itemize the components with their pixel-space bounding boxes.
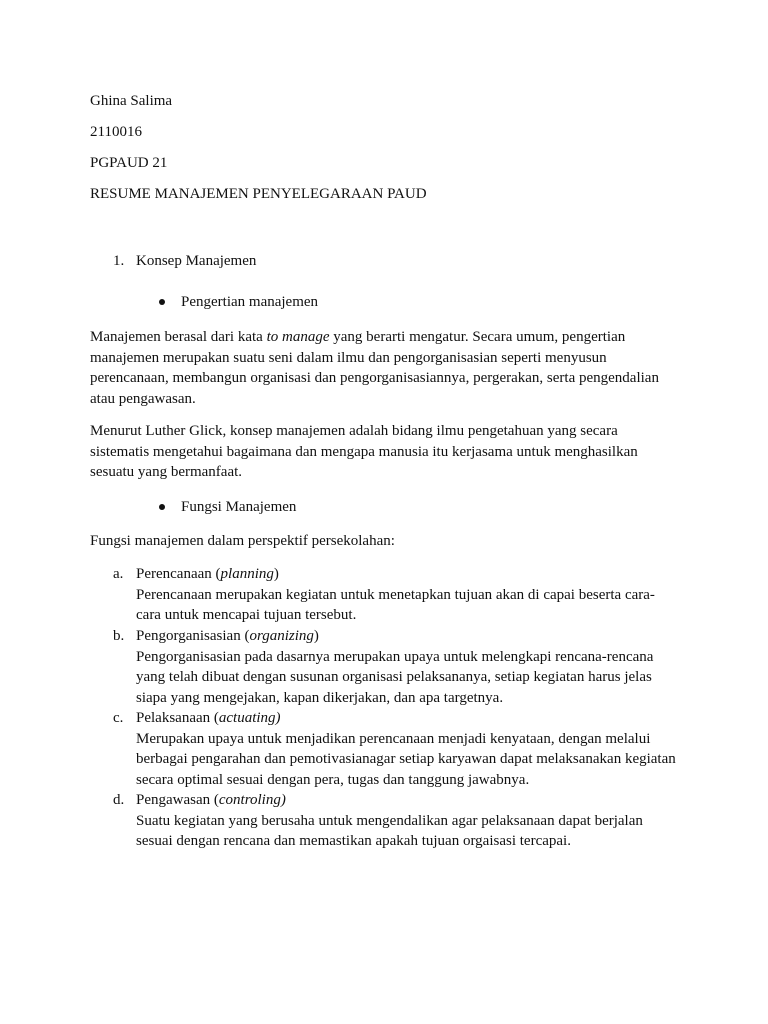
paragraph-line: atau pengawasan. [90, 390, 196, 407]
bullet-icon [159, 504, 165, 510]
paragraph-luther-glick [90, 421, 690, 483]
function-line: secara optimal sesuai dengan pera, tugas dan tanggung jawabnya. [136, 771, 530, 788]
author-name: Ghina Salima [90, 93, 173, 109]
function-title: Perencanaan (planning) [136, 566, 279, 582]
function-line: Suatu kegiatan yang berusaha untuk mengendalikan agar pelaksanaan dapat berjalan [136, 812, 643, 829]
bullet-icon [159, 299, 165, 305]
paragraph-line: sistematis mengetahui bagaimana dan mengapa manusia itu kerjasama untuk menghasilkan [90, 443, 638, 460]
paragraph-line: Menurut Luther Glick, konsep manajemen adalah bidang ilmu pengetahuan yang secara [90, 423, 618, 439]
function-line: Merupakan upaya untuk menjadikan perencanaan menjadi kenyataan, dengan melalui [136, 730, 651, 747]
list-letter: a. [113, 566, 124, 582]
function-line: sesuai dengan rencana dan memastikan apakah tujuan orgaisasi tercapai. [136, 833, 571, 850]
list-letter: c. [113, 710, 124, 726]
bullet-heading: Fungsi Manajemen [181, 499, 297, 515]
function-line: yang telah dibuat dengan susunan organisasi pelaksananya, setiap kegiatan harus jelas [136, 669, 652, 686]
function-item-controling [136, 790, 643, 852]
paragraph-line: manajemen merupakan suatu seni dalam ilmu dan pengorganisasian seperti menyusun [90, 349, 607, 366]
function-item-planning [136, 564, 655, 626]
function-line: Perencanaan merupakan kegiatan untuk menetapkan tujuan akan di capai beserta cara- [136, 586, 655, 603]
class-code: PGPAUD 21 [90, 155, 168, 171]
paragraph-line: sesuatu yang bermanfaat. [90, 464, 243, 481]
function-line: siapa yang mengejakan, kapan dikerjakan, dan apa targetnya. [136, 689, 504, 706]
student-id: 2110016 [90, 124, 142, 140]
function-line: cara untuk mencapai tujuan tersebut. [136, 607, 357, 624]
paragraph-definition [90, 327, 690, 409]
function-title: Pengawasan (controling) [136, 792, 286, 808]
list-letter: d. [113, 792, 125, 808]
function-title: Pelaksanaan (actuating) [136, 710, 281, 726]
paragraph-line: perencanaan, membangun organisasi dan pengorganisasiannya, pergerakan, serta pengendalian [90, 370, 659, 387]
paragraph-line: Manajemen berasal dari kata to manage yang berarti mengatur. Secara umum, pengertian [90, 329, 626, 345]
function-line: berbagai pengarahan dan pemotivasianagar setiap karyawan dapat melaksanakan kegiatan [136, 751, 676, 768]
function-item-organizing [136, 626, 653, 708]
function-title: Pengorganisasian (organizing) [136, 628, 319, 644]
paragraph-intro-functions: Fungsi manajemen dalam perspektif persekolahan: [90, 533, 395, 549]
function-line: Pengorganisasian pada dasarnya merupakan upaya untuk melengkapi rencana-rencana [136, 648, 654, 665]
function-item-actuating [136, 708, 676, 790]
bullet-heading: Pengertian manajemen [181, 294, 319, 310]
document-title: RESUME MANAJEMEN PENYELEGARAAN PAUD [90, 186, 427, 202]
section-number: 1. [113, 253, 125, 269]
section-heading: Konsep Manajemen [136, 253, 257, 269]
list-letter: b. [113, 628, 125, 644]
